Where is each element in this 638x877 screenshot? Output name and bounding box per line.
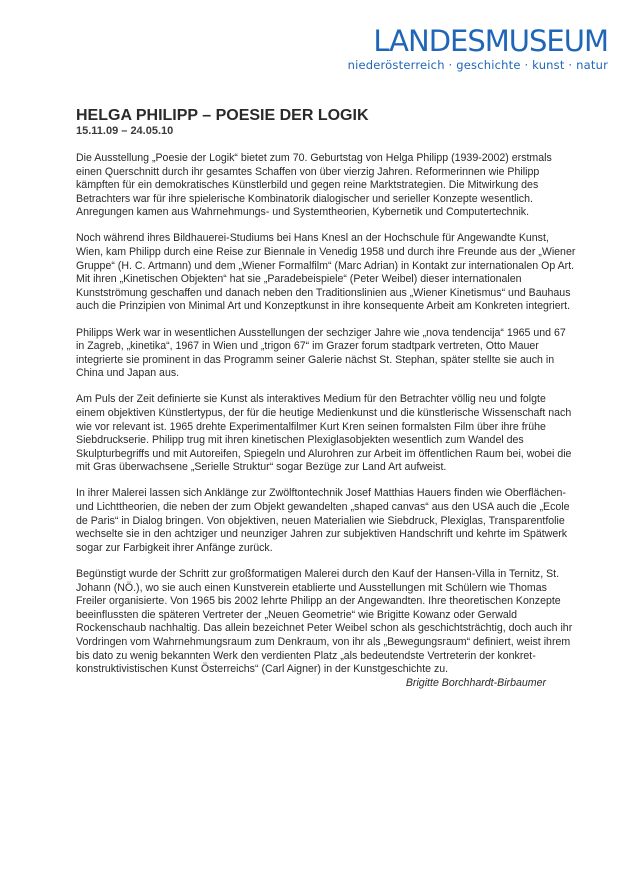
- paragraph-exhibitions: Philipps Werk war in wesentlichen Ausstellungen der sechziger Jahre wie „nova tendencija“ 1965 und 67 in Zagreb, „kinetika“, 1967 in Wien und „trigon 67“ im Grazer forum stadtpark vertreten, Otto Mauer integrierte sie prominent in das Programm seiner Galerie nächst St. Stephan, später stellte sie auch in China und Japan aus.: [76, 326, 566, 380]
- logo-tagline: niederösterreich · geschichte · kunst · natur: [347, 58, 608, 72]
- press-text: [76, 107, 576, 690]
- logo-wordmark: LANDESMUSEUM: [373, 24, 608, 58]
- paragraph-painting: In ihrer Malerei lassen sich Anklänge zur Zwölftontechnik Josef Matthias Hauers finden wie Oberflächen- und Lichttheorien, die neben der zum Objekt gewandelten „shaped canvas“ aus den USA auch die „Ecole de Paris“ in Dialog bringen. Von objektiven, neuen Materialien wie Siebdruck, Plexiglas, Transparentfolie wechselte sie in den achtziger und neunziger Jahren zur subjektiven Handschrift und kehrte im Spätwerk sogar zur Farbigkeit ihrer Anfänge zurück.: [76, 487, 570, 554]
- exhibition-dates: 15.11.09 – 24.05.10: [76, 125, 174, 137]
- paragraph-legacy: Begünstigt wurde der Schritt zur großformatigen Malerei durch den Kauf der Hansen-Villa in Ternitz, St. Johann (NÖ.), wo sie auch einen Kunstverein etablierte und Ausstellungen mit Schülern wie Thomas Freiler organisierte. Von 1965 bis 2002 lehrte Philipp an der Angewandten. Ihre theoretischen Konzepte beeinflussten die späteren Vertreter der „Neuen Geometrie“ wie Brigitte Kowanz oder Gerwald Rockenschaub nachhaltig. Das allein bezeichnet Peter Weibel schon als geschichtsträchtig, doch auch ihr Vordringen vom Wahrnehmungsraum zum Denkraum, von ihr als „Bewegungsraum“ definiert, weist ihrem bis dato zu wenig bekannten Werk den verdienten Platz „als bedeutendste Vertreterin der konkret-konstruktivistischen Kunst Österreichs“ (Carl Aigner) in der Kunstgeschichte zu.: [76, 567, 573, 676]
- paragraph-studies: Noch während ihres Bildhauerei-Studiums bei Hans Knesl an der Hochschule für Angewandte Kunst, Wien, kam Philipp durch eine Reise zur Biennale in Venedig 1958 und durch ihre Freunde aus der „Wiener Gruppe“ (H. C. Artmann) und dem „Wiener Formalfilm“ (Marc Adrian) in Kontakt zur internationalen Op Art. Mit ihren „Kinetischen Objekten“ hat sie „Paradebeispiele“ (Peter Weibel) dieser internationalen Kunstströmung geschaffen und danach neben den Traditionslinien aus „Wiener Kinetismus“ und Bauhaus auch die Prinzipien von Minimal Art und Konzeptkunst in ihre konsequente Arbeit am Konkreten integriert.: [76, 232, 576, 313]
- paragraph-kinetic-art: Am Puls der Zeit definierte sie Kunst als interaktives Medium für den Betrachter völlig neu und folgte einem objektiven Künstlertypus, der für die heutige Medienkunst und die künstlerische Wissenschaft nach wie vor relevant ist. 1965 drehte Experimentalfilmer Kurt Kren seinen formalsten Film über ihre frühe Siebdruckserie. Philipp trug mit ihren kinetischen Plexiglasobjekten wesentlich zum Wandel des Skulpturbegriffs und mit Autoreifen, Spiegeln und Alurohren zur Arbeit im öffentlichen Raum bei, wobei die mit Gras überwachsene „Serielle Struktur“ sogar Bezüge zur Land Art aufweist.: [76, 393, 572, 474]
- paragraph-intro: Die Ausstellung „Poesie der Logik“ bietet zum 70. Geburtstag von Helga Philipp (1939-2002) erstmals einen Querschnitt durch ihr gesamtes Schaffen von über vierzig Jahren. Reformerinnen wie Philipp kämpften für ein demokratisches Künstlerbild und gegen reine Marktstrategien. Die Mitwirkung des Betrachters war für ihre spielerische Kombinatorik dialogischer und serieller Konzepte wesentlich. Anregungen kamen aus Wahrnehmungs- und Systemtheorien, Kybernetik und Computertechnik.: [76, 152, 552, 219]
- page-title: HELGA PHILIPP – POESIE DER LOGIK: [76, 107, 369, 124]
- museum-logo: [308, 26, 608, 73]
- author-signature: Brigitte Borchhardt-Birbaumer: [405, 677, 546, 690]
